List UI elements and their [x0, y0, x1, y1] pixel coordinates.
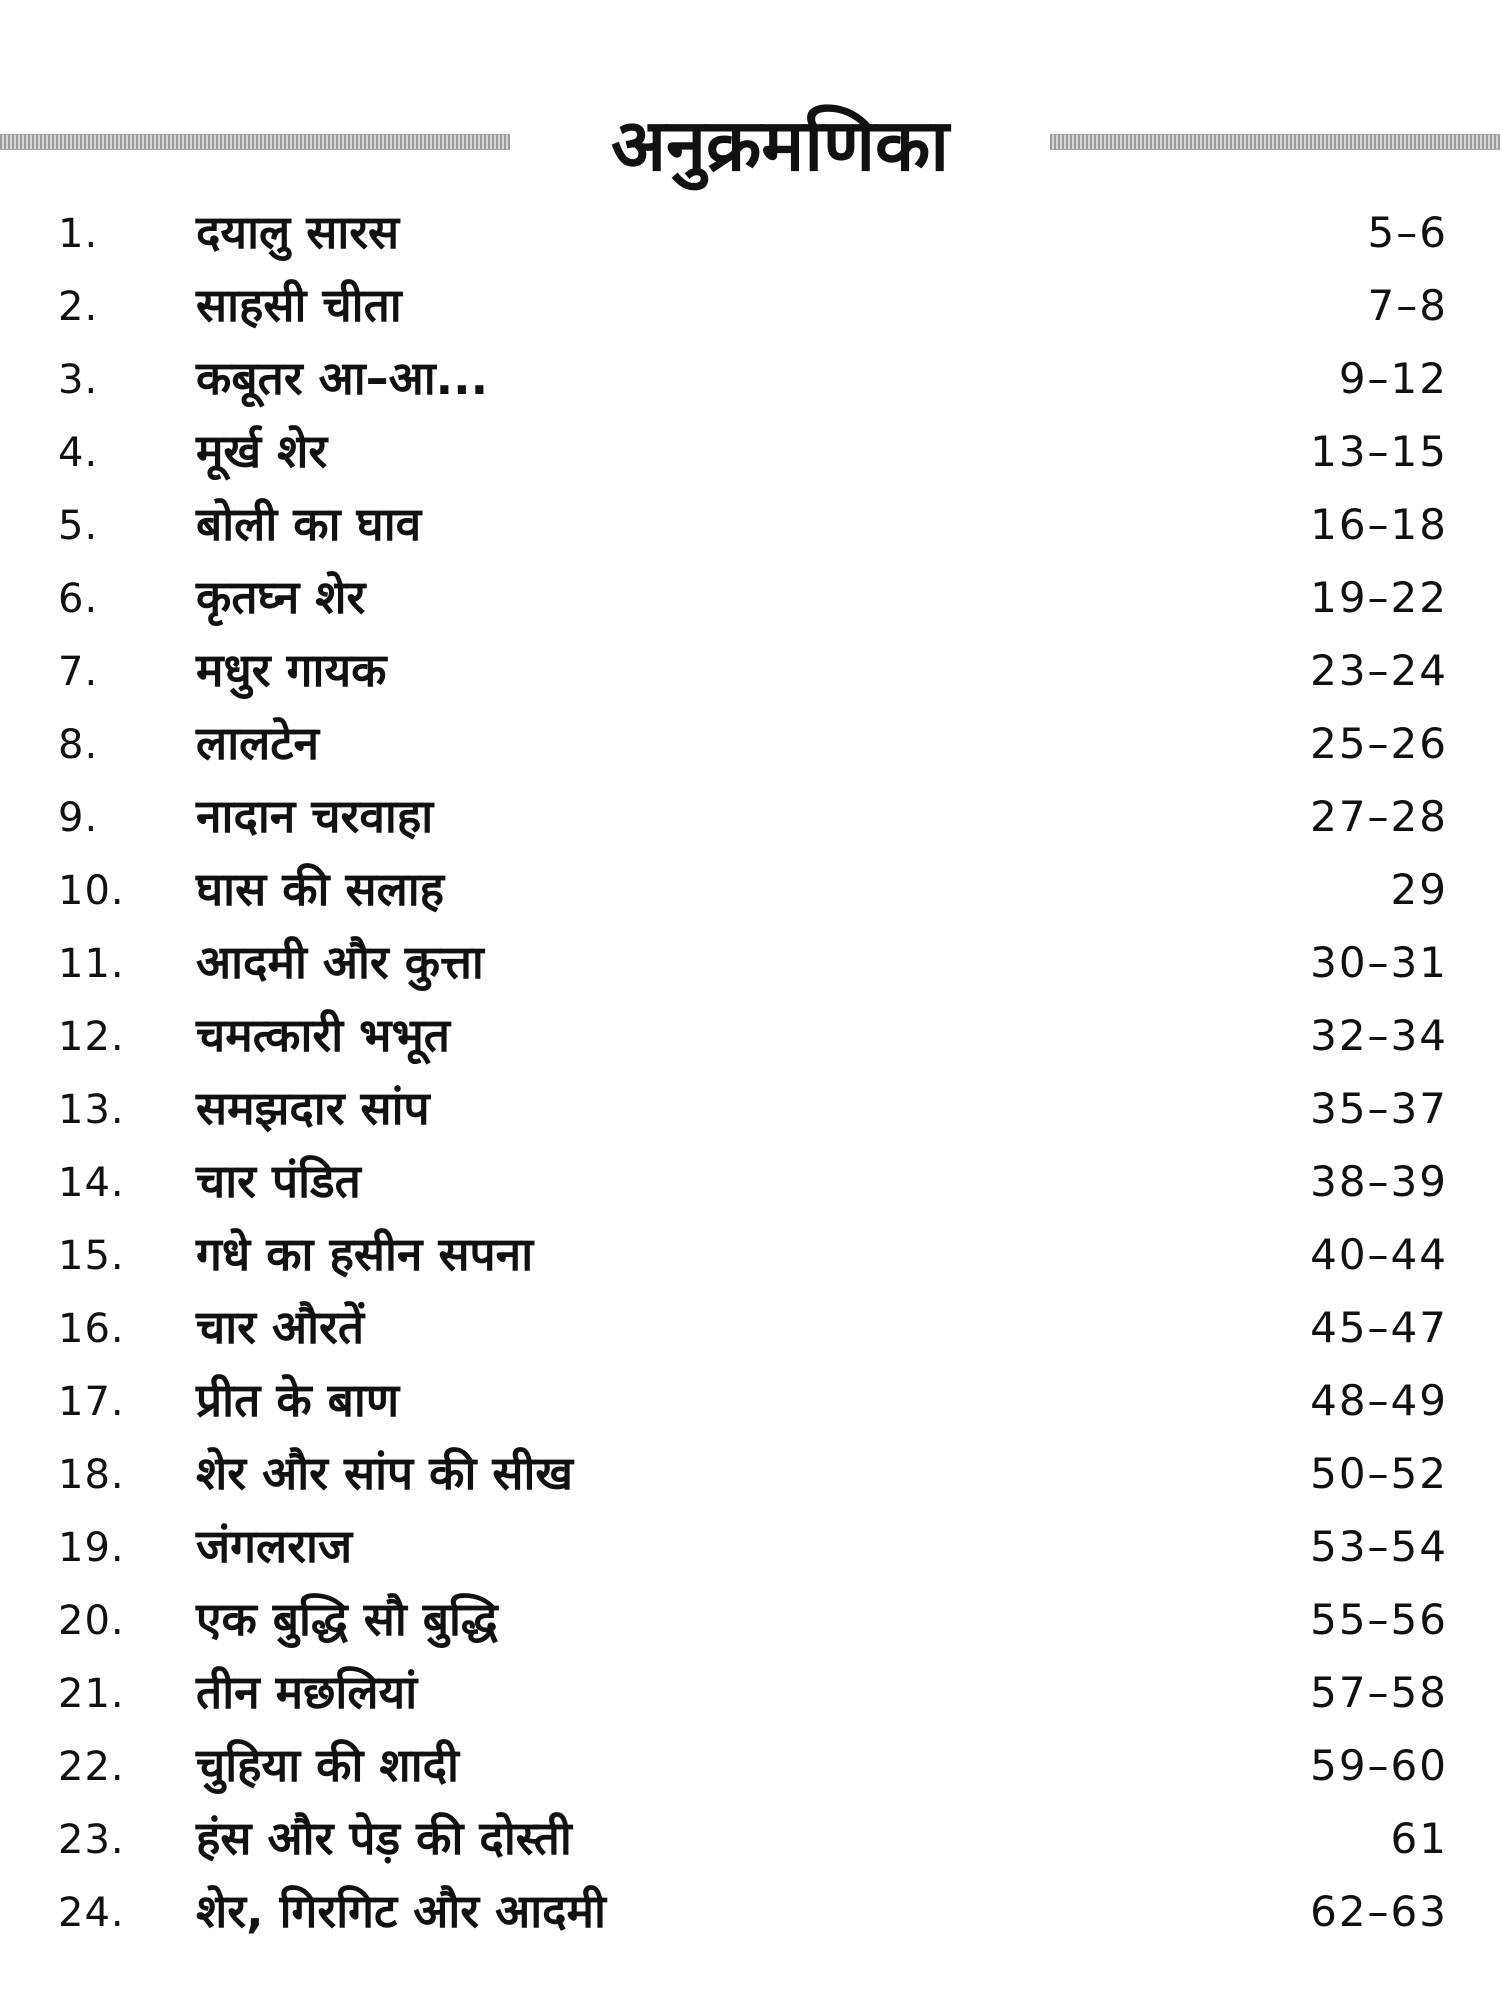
entry-number: 6.	[58, 576, 99, 622]
entry-page-range: 57–58	[1310, 1668, 1448, 1717]
contents-header	[0, 100, 1500, 190]
entry-title: शेर, गिरगिट और आदमी	[196, 1884, 606, 1938]
entry-page-range: 30–31	[1310, 938, 1448, 987]
entry-title: आदमी और कुत्ता	[196, 935, 484, 989]
entry-page-range: 38–39	[1310, 1157, 1448, 1206]
toc-entry	[0, 562, 1500, 635]
entry-number: 21.	[58, 1671, 125, 1717]
entry-number: 4.	[58, 430, 99, 476]
entry-number: 19.	[58, 1525, 125, 1571]
entry-number: 16.	[58, 1306, 125, 1352]
entry-title: चमत्कारी भभूत	[196, 1008, 451, 1062]
entry-number: 22.	[58, 1744, 125, 1790]
entry-title: एक बुद्धि सौ बुद्धि	[196, 1592, 498, 1646]
entry-title: लालटेन	[196, 716, 320, 770]
entry-number: 10.	[58, 868, 125, 914]
entry-page-range: 35–37	[1310, 1084, 1448, 1133]
toc-entry	[0, 781, 1500, 854]
entry-number: 9.	[58, 795, 99, 841]
entry-number: 15.	[58, 1233, 125, 1279]
toc-entry	[0, 1730, 1500, 1803]
toc-entry	[0, 1657, 1500, 1730]
toc-entry	[0, 1000, 1500, 1073]
entry-title: चुहिया की शादी	[196, 1738, 459, 1792]
entry-title: चार पंडित	[196, 1154, 361, 1208]
entry-title: साहसी चीता	[196, 278, 402, 332]
entry-page-range: 32–34	[1310, 1011, 1448, 1060]
entry-number: 17.	[58, 1379, 125, 1425]
entry-number: 7.	[58, 649, 99, 695]
entry-page-range: 29	[1390, 865, 1448, 914]
entry-number: 20.	[58, 1598, 125, 1644]
entry-title: जंगलराज	[196, 1519, 353, 1573]
toc-entry	[0, 343, 1500, 416]
entry-page-range: 19–22	[1310, 573, 1448, 622]
entry-number: 11.	[58, 941, 125, 987]
entry-title: हंस और पेड़ की दोस्ती	[196, 1811, 572, 1865]
entry-title: चार औरतें	[196, 1300, 365, 1354]
entry-page-range: 61	[1390, 1814, 1448, 1863]
toc-entry	[0, 1146, 1500, 1219]
entry-number: 14.	[58, 1160, 125, 1206]
entry-title: कृतघ्न शेर	[196, 570, 366, 624]
entry-number: 18.	[58, 1452, 125, 1498]
toc-entry	[0, 1511, 1500, 1584]
entry-number: 23.	[58, 1817, 125, 1863]
entry-number: 1.	[58, 211, 99, 257]
decorative-rule-left	[0, 134, 510, 150]
toc-entry	[0, 1876, 1500, 1949]
entry-page-range: 16–18	[1310, 500, 1448, 549]
entry-page-range: 5–6	[1367, 208, 1448, 257]
entry-title: कबूतर आ–आ...	[196, 351, 489, 405]
toc-entry	[0, 1292, 1500, 1365]
entry-number: 2.	[58, 284, 99, 330]
entry-title: तीन मछलियां	[196, 1665, 418, 1719]
entry-page-range: 55–56	[1310, 1595, 1448, 1644]
toc-entry	[0, 1365, 1500, 1438]
entry-page-range: 45–47	[1310, 1303, 1448, 1352]
toc-entry	[0, 708, 1500, 781]
toc-entry	[0, 270, 1500, 343]
entry-title: नादान चरवाहा	[196, 789, 434, 843]
toc-entry	[0, 635, 1500, 708]
toc-entry	[0, 1073, 1500, 1146]
entry-number: 12.	[58, 1014, 125, 1060]
entry-page-range: 25–26	[1310, 719, 1448, 768]
entry-page-range: 27–28	[1310, 792, 1448, 841]
toc-entry	[0, 489, 1500, 562]
entry-title: मधुर गायक	[196, 643, 387, 697]
decorative-rule-right	[1050, 134, 1500, 150]
entry-number: 3.	[58, 357, 99, 403]
entry-number: 8.	[58, 722, 99, 768]
entry-title: बोली का घाव	[196, 497, 422, 551]
entry-page-range: 48–49	[1310, 1376, 1448, 1425]
entry-number: 5.	[58, 503, 99, 549]
entry-title: समझदार सांप	[196, 1081, 430, 1135]
entry-title: गधे का हसीन सपना	[196, 1227, 534, 1281]
entry-page-range: 9–12	[1338, 354, 1448, 403]
toc-entry	[0, 416, 1500, 489]
page-title: अनुक्रमणिका	[611, 103, 949, 187]
entry-page-range: 23–24	[1310, 646, 1448, 695]
toc-entry	[0, 1438, 1500, 1511]
entry-page-range: 13–15	[1310, 427, 1448, 476]
toc-entry	[0, 197, 1500, 270]
entry-page-range: 62–63	[1310, 1887, 1448, 1936]
entry-number: 13.	[58, 1087, 125, 1133]
entry-title: घास की सलाह	[196, 862, 445, 916]
toc-entry	[0, 1803, 1500, 1876]
entry-page-range: 7–8	[1367, 281, 1448, 330]
entry-page-range: 59–60	[1310, 1741, 1448, 1790]
entry-title: शेर और सांप की सीख	[196, 1446, 574, 1500]
toc-entry	[0, 1584, 1500, 1657]
toc-entry	[0, 1219, 1500, 1292]
entry-title: दयालु सारस	[196, 205, 400, 259]
toc-entry	[0, 927, 1500, 1000]
entry-page-range: 50–52	[1310, 1449, 1448, 1498]
entry-title: प्रीत के बाण	[196, 1373, 400, 1427]
entry-number: 24.	[58, 1890, 125, 1936]
entry-page-range: 53–54	[1310, 1522, 1448, 1571]
entry-page-range: 40–44	[1310, 1230, 1448, 1279]
toc-entry	[0, 854, 1500, 927]
table-of-contents	[0, 197, 1500, 1949]
entry-title: मूर्ख शेर	[196, 424, 328, 478]
